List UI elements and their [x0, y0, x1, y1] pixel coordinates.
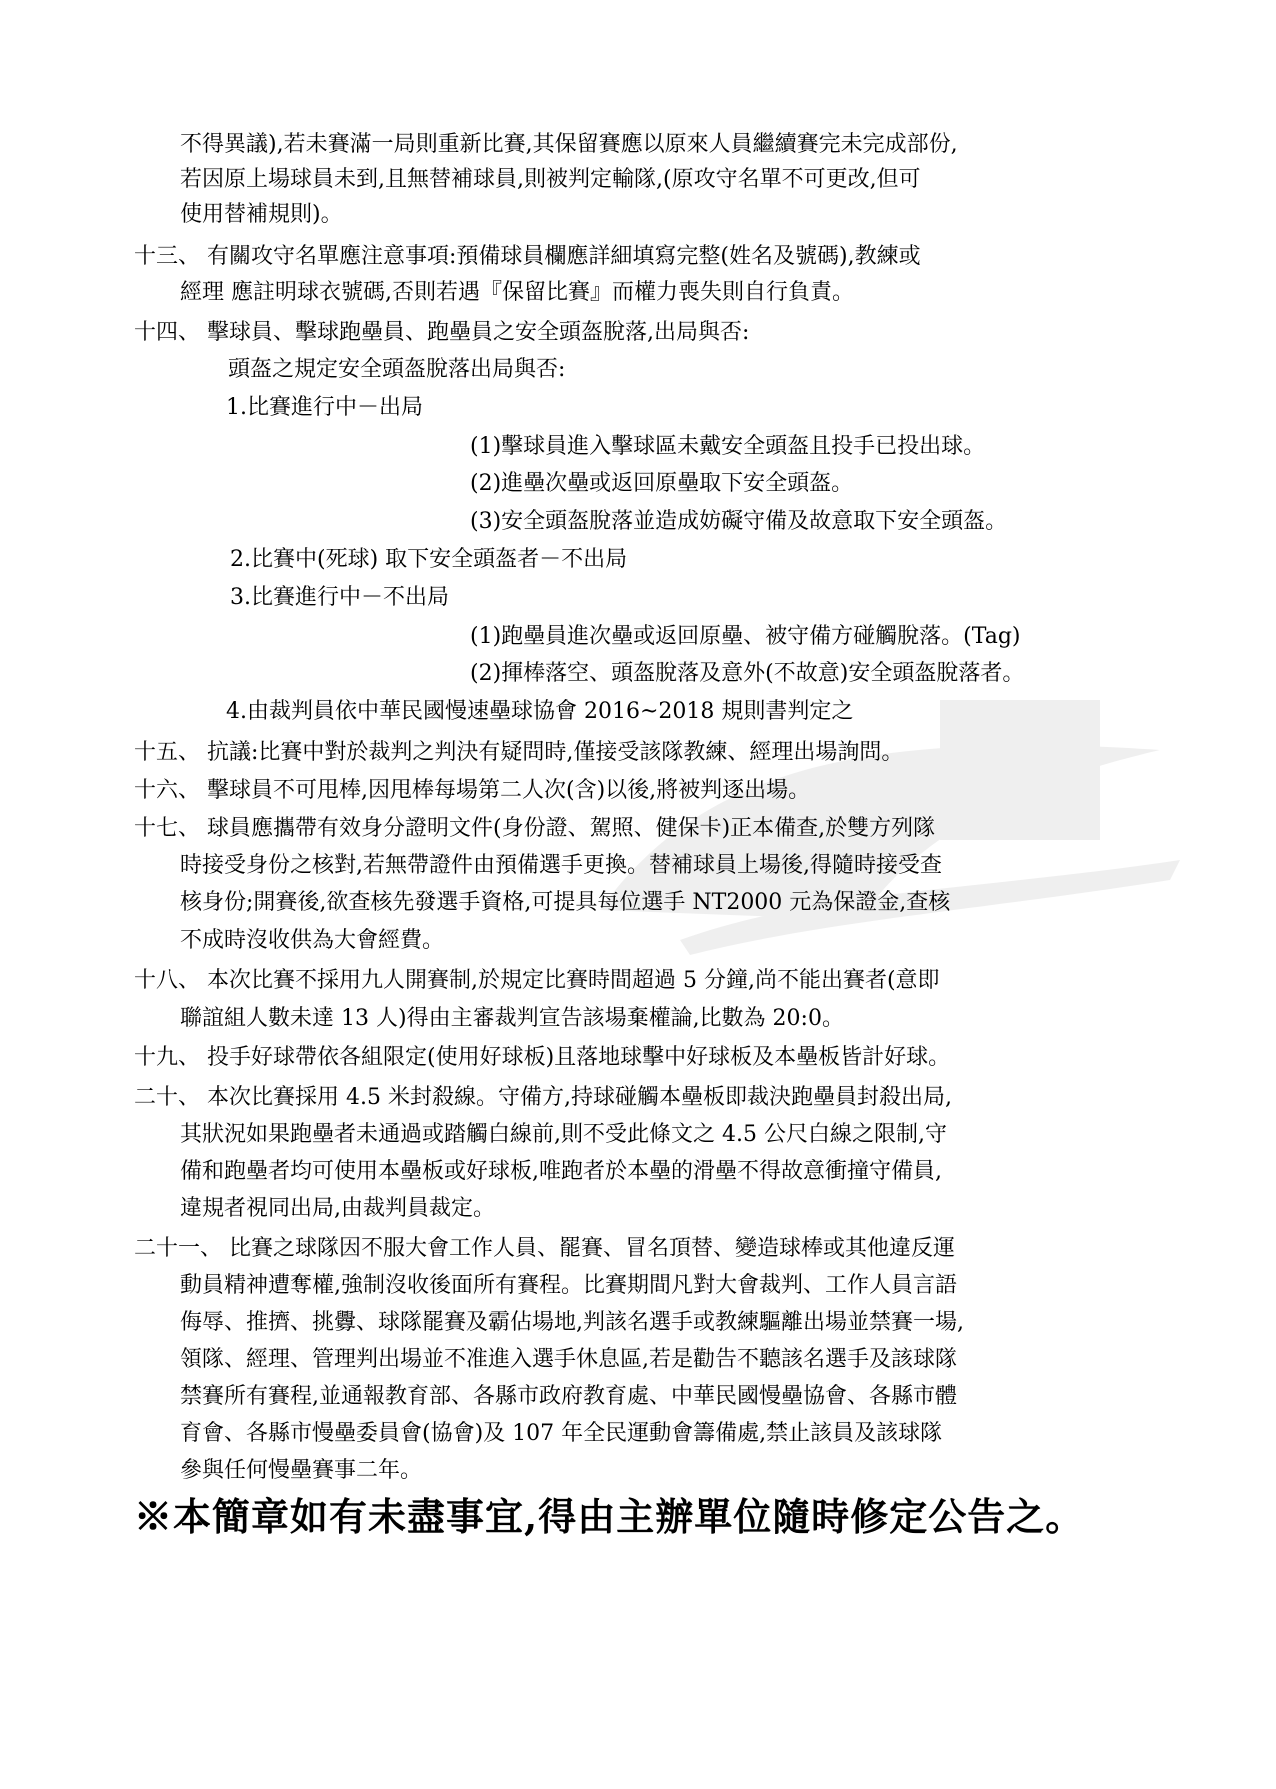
section-15: 十五、 抗議:比賽中對於裁判之判決有疑問時,僅接受該隊教練、經理出場詢問。	[134, 740, 904, 765]
section-14-item-1c: (3)安全頭盔脫落並造成妨礙守備及故意取下安全頭盔。	[470, 509, 1008, 534]
section-14-item-2: 2.比賽中(死球) 取下安全頭盔者－不出局	[230, 547, 628, 572]
section-14-item-1a: (1)擊球員進入擊球區未戴安全頭盔且投手已投出球。	[470, 434, 986, 459]
section-21-line-6: 育會、各縣市慢壘委員會(協會)及 107 年全民運動會籌備處,禁止該員及該球隊	[180, 1421, 943, 1446]
section-14-item-3b: (2)揮棒落空、頭盔脫落及意外(不故意)安全頭盔脫落者。	[470, 661, 1025, 686]
section-21-line-2: 動員精神遭奪權,強制沒收後面所有賽程。比賽期間凡對大會裁判、工作人員言語	[180, 1273, 957, 1298]
section-17-line-4: 不成時沒收供為大會經費。	[180, 928, 445, 953]
section-14-item-3: 3.比賽進行中－不出局	[230, 585, 449, 610]
section-21-line-4: 領隊、經理、管理判出場並不准進入選手休息區,若是勸告不聽該名選手及該球隊	[180, 1347, 957, 1372]
section-20-line-1: 二十、 本次比賽採用 4.5 米封殺線。守備方,持球碰觸本壘板即裁決跑壘員封殺出局,	[134, 1085, 952, 1110]
section-17-line-2: 時接受身份之核對,若無帶證件由預備選手更換。替補球員上場後,得隨時接受查	[180, 853, 942, 878]
continued-line-2: 若因原上場球員未到,且無替補球員,則被判定輸隊,(原攻守名單不可更改,但可	[180, 167, 921, 192]
section-18-line-2: 聯誼組人數未達 13 人)得由主審裁判宣告該場棄權論,比數為 20:0。	[180, 1006, 844, 1031]
section-21-line-1: 二十一、 比賽之球隊因不服大會工作人員、罷賽、冒名頂替、變造球棒或其他違反運	[134, 1236, 955, 1261]
section-21-line-7: 參與任何慢壘賽事二年。	[180, 1458, 423, 1483]
section-20-line-2: 其狀況如果跑壘者未通過或踏觸白線前,則不受此條文之 4.5 公尺白線之限制,守	[180, 1122, 947, 1147]
section-19: 十九、 投手好球帶依各組限定(使用好球板)且落地球擊中好球板及本壘板皆計好球。	[134, 1045, 951, 1070]
section-14-item-1b: (2)進壘次壘或返回原壘取下安全頭盔。	[470, 471, 854, 496]
section-20-line-3: 備和跑壘者均可使用本壘板或好球板,唯跑者於本壘的滑壘不得故意衝撞守備員,	[180, 1159, 942, 1184]
section-14-heading: 十四、 擊球員、擊球跑壘員、跑壘員之安全頭盔脫落,出局與否:	[134, 320, 750, 345]
section-14-item-3a: (1)跑壘員進次壘或返回原壘、被守備方碰觸脫落。(Tag)	[470, 624, 1021, 649]
section-13-line-2: 經理 應註明球衣號碼,否則若遇『保留比賽』而權力喪失則自行負責。	[180, 280, 854, 305]
section-18-line-1: 十八、 本次比賽不採用九人開賽制,於規定比賽時間超過 5 分鐘,尚不能出賽者(意即	[134, 968, 940, 993]
continued-line-3: 使用替補規則)。	[180, 202, 343, 227]
section-17-line-1: 十七、 球員應攜帶有效身分證明文件(身份證、駕照、健保卡)正本備查,於雙方列隊	[134, 816, 936, 841]
section-21-line-5: 禁賽所有賽程,並通報教育部、各縣市政府教育處、中華民國慢壘協會、各縣市體	[180, 1384, 957, 1409]
section-17-line-3: 核身份;開賽後,欲查核先發選手資格,可提具每位選手 NT2000 元為保證金,查核	[180, 890, 951, 915]
section-14-item-4: 4.由裁判員依中華民國慢速壘球協會 2016~2018 規則書判定之	[226, 699, 854, 724]
final-note: ※本簡章如有未盡事宜,得由主辦單位隨時修定公告之。	[134, 1494, 1085, 1539]
section-20-line-4: 違規者視同出局,由裁判員裁定。	[180, 1196, 495, 1221]
section-16: 十六、 擊球員不可甩棒,因甩棒每場第二人次(含)以後,將被判逐出場。	[134, 778, 811, 803]
continued-line-1: 不得異議),若未賽滿一局則重新比賽,其保留賽應以原來人員繼續賽完未完成部份,	[180, 132, 958, 157]
section-21-line-3: 侮辱、推擠、挑釁、球隊罷賽及霸佔場地,判該名選手或教練驅離出場並禁賽一場,	[180, 1310, 964, 1335]
section-13-line-1: 十三、 有關攻守名單應注意事項:預備球員欄應詳細填寫完整(姓名及號碼),教練或	[134, 244, 921, 269]
section-14-subheading: 頭盔之規定安全頭盔脫落出局與否:	[228, 357, 566, 382]
section-14-item-1: 1.比賽進行中－出局	[226, 395, 423, 420]
